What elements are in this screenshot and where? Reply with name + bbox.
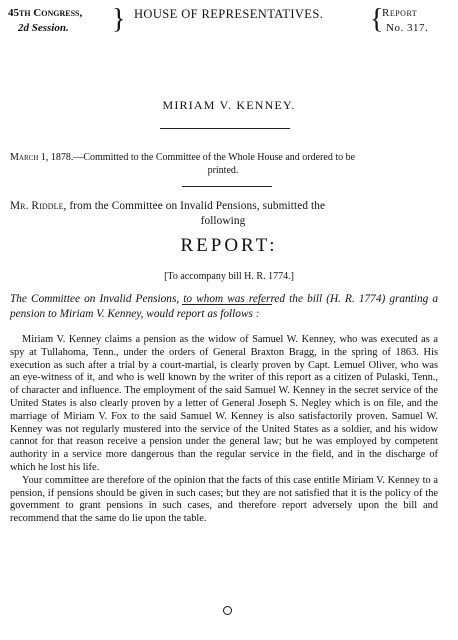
report-number: No. 317. xyxy=(386,22,429,34)
submitted-line xyxy=(10,199,436,229)
committed-notice xyxy=(10,151,436,177)
right-brace: { xyxy=(370,4,384,35)
divider-rule xyxy=(160,128,290,129)
submitted-text: from the Committee on Invalid Pensions, submitted the xyxy=(66,200,326,212)
body-paragraph-2: Your committee are therefore of the opinion that the facts of this case entitle Miriam V. Kenney to a pension, if pensions should be given in such cases; but they are not satisfied that it is the policy of the government to grant pensions in such cases, and therefore report adversely upon the bill and recommend that the same do lie upon the table. xyxy=(10,474,438,525)
circle-ornament-icon xyxy=(223,606,232,615)
house-title: HOUSE OF REPRESENTATIVES. xyxy=(134,7,324,21)
body-paragraph-1: Miriam V. Kenney claims a pension as the widow of Samuel W. Kenney, who was executed as a spy at Tullahoma, Tenn., under the orders of General Braxton Bragg, in the spring of 1863. His execution as such after a trial by a court-martial, is clearly proven by Capt. Lemuel Oliver, who was an eye-witness of it, and who is well known by the writer of this report as a citizen of Pulaski, Tenn., of character and influence. The employment of the said Samuel W. Kenney in the secret service of the United States is also clearly proven by a letter of General Joseph S. Negley which is on file, and the marriage of Miriam V. Fox to the said Samuel W. Kenney is also satisfactorily proven. Samuel W. Kenney was not regularly mustered into the service of the United States as a soldier, and his widow cannot for that reason receive a pension under the general law; but he was employed by competent authority in a service more dangerous than the regular service in the field, and in the discharge of which he lost his life. xyxy=(10,334,438,473)
committed-date: March 1, 1878. xyxy=(10,152,74,163)
committee-intro: The Committee on Invalid Pensions, to whom was referred the bill (H. R. 1774) granting a pension to Miriam V. Kenney, would report as follows : xyxy=(10,293,438,320)
report-number-block xyxy=(382,6,428,36)
accompany-bill-note: [To accompany bill H. R. 1774.] xyxy=(164,271,294,282)
report-label: Report xyxy=(382,7,418,19)
left-brace: } xyxy=(112,4,126,35)
document-header xyxy=(8,6,450,46)
report-body xyxy=(10,334,438,526)
congress-session xyxy=(8,6,126,36)
divider-rule xyxy=(182,186,272,187)
session-label: 2d Session. xyxy=(18,22,69,34)
member-name: Mr. Riddle, xyxy=(10,200,67,212)
committed-text: —Committed to the Committee of the Whole House and ordered to be xyxy=(73,152,356,163)
document-title: MIRIAM V. KENNEY. xyxy=(162,98,296,112)
committed-text-continued: printed. xyxy=(207,165,239,176)
submitted-text-continued: following xyxy=(200,215,246,227)
report-heading: REPORT: xyxy=(180,235,278,256)
congress-label: 45th Congress, xyxy=(8,7,83,19)
